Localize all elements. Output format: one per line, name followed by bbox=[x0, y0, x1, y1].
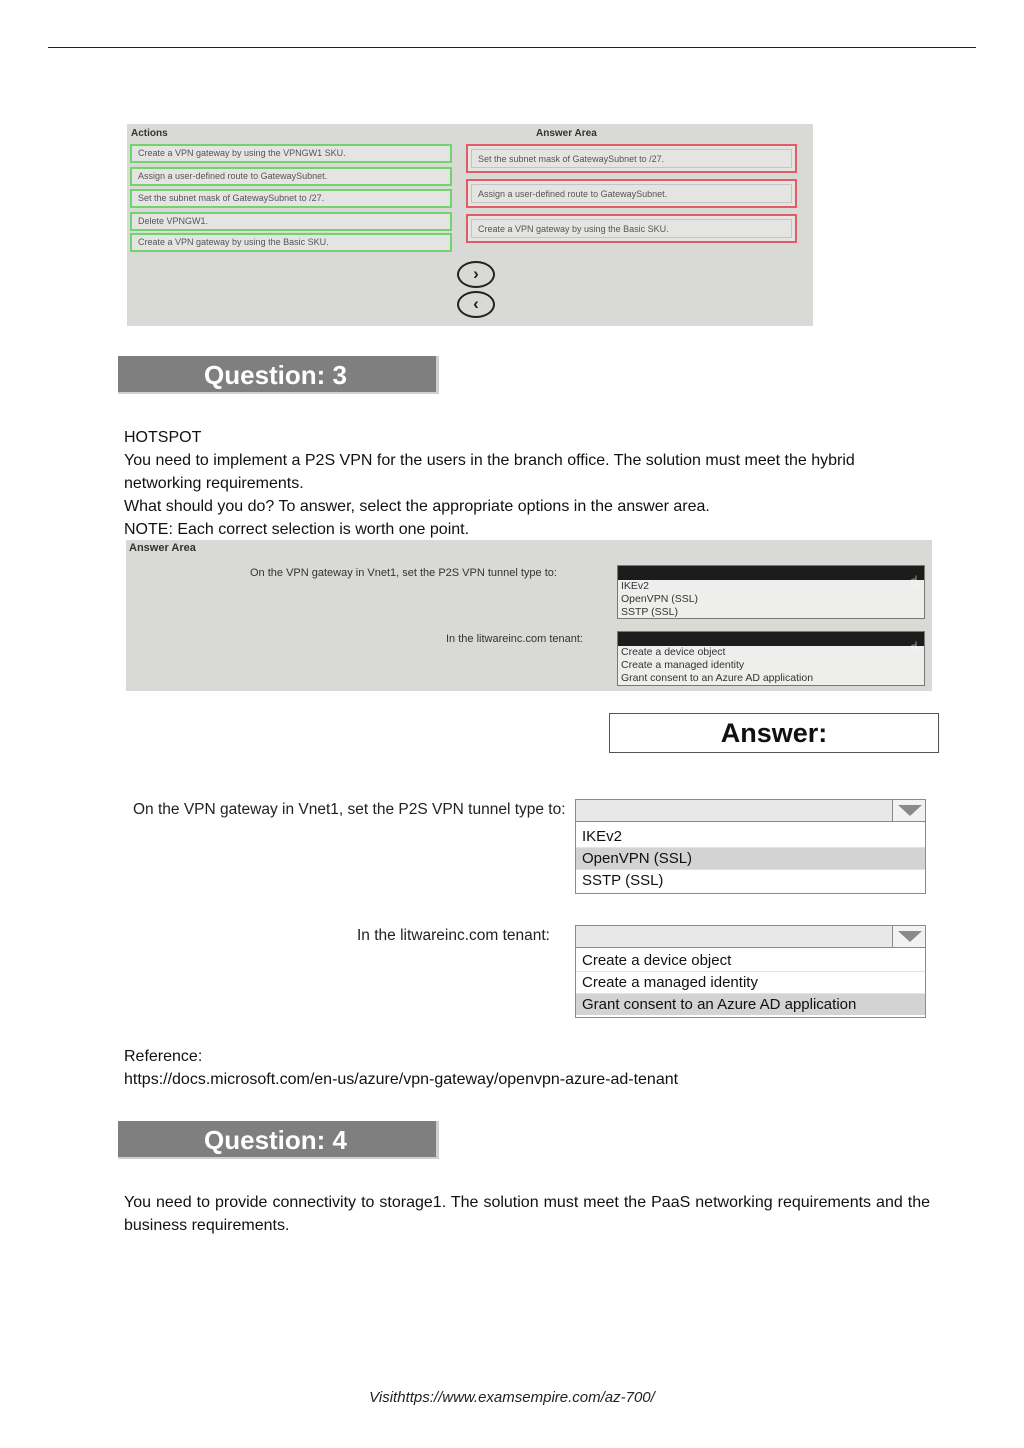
dropdown-bar bbox=[618, 566, 924, 580]
question-3-body bbox=[124, 426, 930, 541]
reference-label: Reference: bbox=[124, 1048, 203, 1065]
hotspot-option[interactable]: OpenVPN (SSL) bbox=[621, 593, 699, 605]
answer-slot[interactable] bbox=[466, 144, 797, 173]
chevron-down-icon[interactable] bbox=[892, 926, 925, 947]
hand-pointer-icon: ☝ bbox=[910, 573, 918, 588]
reference-block bbox=[124, 1045, 930, 1091]
question-4-text: You need to provide connectivity to storage1. The solution must meet the PaaS networking requirements and the business requirements. bbox=[124, 1194, 930, 1234]
hotspot-screenshot bbox=[126, 540, 932, 691]
hotspot-label-2: In the litwareinc.com tenant: bbox=[446, 633, 583, 645]
dropdown-option[interactable]: Create a device object bbox=[576, 950, 925, 972]
answer-area-header: Answer Area bbox=[536, 128, 597, 139]
reference-link[interactable]: https://docs.microsoft.com/en-us/azure/vpn-gateway/openvpn-azure-ad-tenant bbox=[124, 1071, 679, 1088]
dropdown-head[interactable] bbox=[576, 800, 925, 822]
chevron-left-icon[interactable]: ‹ bbox=[457, 291, 495, 318]
hotspot-dropdown-2[interactable] bbox=[617, 631, 925, 686]
hotspot-label-1: On the VPN gateway in Vnet1, set the P2S VPN tunnel type to: bbox=[250, 567, 557, 579]
answer-label-2: In the litwareinc.com tenant: bbox=[357, 927, 550, 944]
question-4-header: Question: 4 bbox=[118, 1121, 439, 1159]
answer-slot-text: Create a VPN gateway by using the Basic SKU. bbox=[471, 219, 792, 238]
dropdown-head[interactable] bbox=[576, 926, 925, 948]
dropdown-option[interactable]: IKEv2 bbox=[576, 826, 925, 848]
drag-drop-screenshot bbox=[127, 124, 813, 326]
question-3-header: Question: 3 bbox=[118, 356, 439, 394]
action-item[interactable]: Create a VPN gateway by using the Basic SKU. bbox=[130, 233, 452, 252]
top-rule bbox=[48, 47, 976, 48]
answer-slot[interactable] bbox=[466, 214, 797, 243]
action-item[interactable]: Assign a user-defined route to GatewaySubnet. bbox=[130, 167, 452, 186]
action-item[interactable]: Delete VPNGW1. bbox=[130, 212, 452, 231]
hotspot-option[interactable]: Create a device object bbox=[621, 646, 726, 658]
answer-dropdown-2[interactable] bbox=[575, 925, 926, 1018]
hotspot-answer-area-header: Answer Area bbox=[129, 542, 196, 554]
dropdown-option-selected[interactable]: Grant consent to an Azure AD application bbox=[576, 994, 925, 1015]
answer-dropdown-1[interactable] bbox=[575, 799, 926, 894]
dropdown-list bbox=[576, 822, 925, 893]
dropdown-option-selected[interactable]: OpenVPN (SSL) bbox=[576, 848, 925, 870]
actions-header: Actions bbox=[131, 128, 168, 139]
answer-slot[interactable] bbox=[466, 179, 797, 208]
action-item[interactable]: Set the subnet mask of GatewaySubnet to /27. bbox=[130, 189, 452, 208]
chevron-down-icon[interactable] bbox=[892, 800, 925, 821]
dropdown-option[interactable]: Create a managed identity bbox=[576, 972, 925, 994]
answer-header: Answer: bbox=[609, 713, 939, 753]
hotspot-option[interactable]: IKEv2 bbox=[621, 580, 650, 592]
question-note: NOTE: Each correct selection is worth one point. bbox=[124, 521, 470, 538]
question-text: You need to implement a P2S VPN for the users in the branch office. The solution must meet the hybrid networking requirements. bbox=[124, 452, 855, 492]
hotspot-option[interactable]: Create a managed identity bbox=[621, 659, 745, 671]
answer-slot-text: Assign a user-defined route to GatewaySubnet. bbox=[471, 184, 792, 203]
question-instruction: What should you do? To answer, select the appropriate options in the answer area. bbox=[124, 498, 710, 515]
footer-link[interactable]: Visithttps://www.examsempire.com/az-700/ bbox=[369, 1389, 655, 1406]
dropdown-list bbox=[576, 948, 925, 1017]
chevron-right-icon[interactable]: › bbox=[457, 261, 495, 288]
dropdown-bar bbox=[618, 632, 924, 646]
question-type: HOTSPOT bbox=[124, 429, 202, 446]
hotspot-option[interactable]: Grant consent to an Azure AD application bbox=[621, 672, 814, 684]
answer-slot-text: Set the subnet mask of GatewaySubnet to /27. bbox=[471, 149, 792, 168]
answer-label-1: On the VPN gateway in Vnet1, set the P2S VPN tunnel type to: bbox=[133, 801, 566, 818]
hand-pointer-icon: ☝ bbox=[910, 639, 918, 654]
action-item[interactable]: Create a VPN gateway by using the VPNGW1 SKU. bbox=[130, 144, 452, 163]
hotspot-option[interactable]: SSTP (SSL) bbox=[621, 606, 678, 618]
hotspot-dropdown-1[interactable] bbox=[617, 565, 925, 619]
dropdown-option[interactable]: SSTP (SSL) bbox=[582, 872, 664, 889]
